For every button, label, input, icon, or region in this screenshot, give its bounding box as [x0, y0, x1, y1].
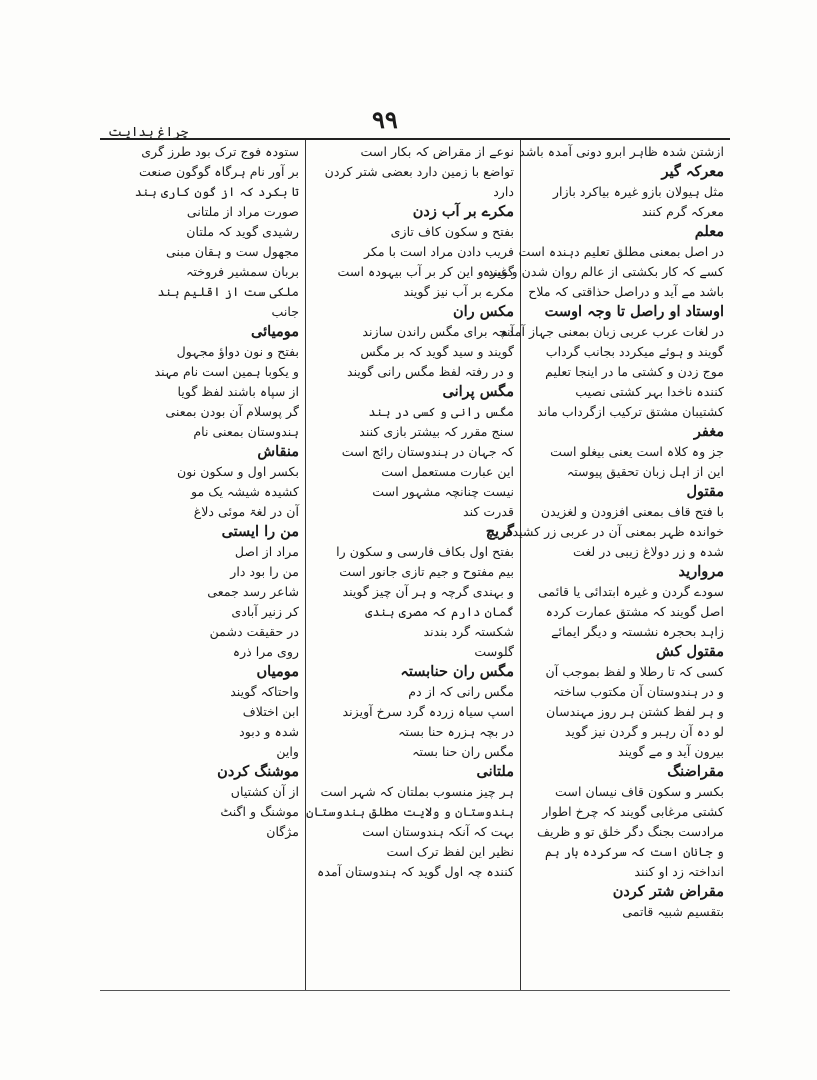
text-line: گمان دارم کہ مصری ہندی — [365, 604, 514, 619]
text-line: دارد — [493, 184, 514, 199]
text-line: باشد مے آید و دراصل حذاقتی کہ ملاح — [528, 284, 724, 299]
text-line: گویند و سید گوید کہ بر مگس — [360, 344, 514, 359]
text-line: تا بکرد کہ از گون کاری ہند — [134, 184, 299, 199]
text-line: رشیدی گوید کہ ملتان — [186, 224, 299, 239]
text-line: انداختہ زد او کنند — [634, 864, 724, 879]
text-line: واحتاکہ گویند — [230, 684, 299, 699]
text-line: شاعر رسد جمعی — [207, 584, 299, 599]
text-line: از آن کشتیاں — [230, 784, 299, 799]
entry-headword: مقراضنگ — [667, 763, 724, 780]
text-line: کسی کہ تا رطلا و لفظ بموجب آن — [545, 664, 724, 679]
text-line: در لغات عرب عربی زبان بمعنی جہاز آمدہ — [500, 324, 724, 339]
entry-headword: اوستاد او راصل تا وجہ اوست — [544, 303, 724, 320]
text-line: آن در لغۃ موئی دلاغ — [193, 504, 299, 519]
text-line: بہت کہ آنکہ ہندوستان است — [362, 824, 514, 839]
entry-headword: گریچ — [485, 523, 514, 540]
text-line: بفتح و سکون کاف تازی — [390, 224, 514, 239]
text-line: آنچہ برای مگس راندن سازند — [362, 324, 514, 339]
column-middle — [305, 140, 520, 990]
text-line: و بہندی گرچہ و ہر آن چیز گویند — [342, 584, 514, 599]
entry-headword: مگس پرانی — [442, 383, 514, 400]
text-frame — [100, 138, 730, 991]
text-line: بفتح و نون دواؤ مجہول — [176, 344, 299, 359]
text-line: تواضع با زمین دارد بعضی شتر کردن — [324, 164, 514, 179]
text-line: ملکی ست از اقلیم ہند — [157, 284, 299, 299]
text-line: بیرون آید و مے گویند — [618, 744, 724, 759]
text-line: قدرت کند — [463, 504, 514, 519]
text-line: کر زنیر آبادی — [231, 604, 299, 619]
entry-headword: مقتول کش — [656, 643, 724, 660]
text-line: ازشتن شدہ ظاہر ابرو دونی آمدہ باشد — [519, 144, 724, 159]
entry-headword: مغفر — [693, 423, 724, 440]
text-line: سودے گردن و غیرہ ابتدائی یا قائمی — [537, 584, 724, 599]
text-line: کہ جہان در ہندوستان رائج است — [341, 444, 514, 459]
page-number: ۹۹ — [372, 105, 398, 134]
text-line: سنج مقرر کہ بیشتر بازی کنند — [359, 424, 514, 439]
text-line: با فتح قاف بمعنی افزودن و لغزیدن — [540, 504, 724, 519]
text-line: کشتیبان مشتق ترکیب ازگرداب ماند — [537, 404, 724, 419]
text-line: مگس رانی و کسی در ہند — [368, 404, 514, 419]
text-line: ہر چیز منسوب بملتان کہ شہر است — [320, 784, 514, 799]
entry-headword: مقتول — [686, 483, 724, 500]
text-line: ستودہ فوج ترک بود طرز گری — [141, 144, 299, 159]
text-line: کشتی مرغابی گویند کہ چرخ اطوار — [542, 804, 724, 819]
text-line: مراد از اصل — [234, 544, 299, 559]
text-line: گویند و این کر بر آب بیہودہ است — [337, 264, 514, 279]
text-line: و یکوبا ہمین است نام مہند — [154, 364, 299, 379]
text-line: بکسر اول و سکون نون — [177, 464, 299, 479]
entry-headword: مقراض شتر کردن — [612, 883, 724, 900]
text-line: کنندہ چہ اول گوید کہ ہندوستان آمدہ — [316, 864, 514, 879]
text-line: ہندوستان بمعنی نام — [193, 424, 299, 439]
text-line: کنندہ ناخدا بہر کشتی نصیب — [575, 384, 724, 399]
text-line: گویند و ہوئے میکردد بجانب گرداب — [545, 344, 724, 359]
text-line: فریب دادن مراد است با مکر — [363, 244, 514, 259]
text-line: در بچہ ہزرہ حنا بستہ — [398, 724, 514, 739]
text-line: و در ہندوستان آن مکتوب ساختہ — [552, 684, 724, 699]
text-line: مگس رانی کہ از دم — [408, 684, 514, 699]
text-line: لو دہ آن رہبر و گردن نیز گوید — [564, 724, 724, 739]
text-line: مرادست بجنگ دگر خلق تو و ظریف — [536, 824, 724, 839]
text-line: موج زدن و کشتی ما در اینجا تعلیم — [545, 364, 724, 379]
text-line: مژگان — [266, 824, 299, 839]
entry-headword: من را ایستی — [221, 523, 299, 540]
text-line: معرکہ گرم کنند — [641, 204, 724, 219]
text-line: از سپاہ باشند لفظ گویا — [177, 384, 299, 399]
text-line: اصل گویند کہ مشتق عمارت کردہ — [545, 604, 724, 619]
text-line: بکسر و سکون قاف نیسان است — [555, 784, 724, 799]
text-line: روی مرا ذرہ — [232, 644, 299, 659]
text-line: بر آور نام ہرگاہ گوگون صنعت — [139, 164, 299, 179]
text-line: نوعے از مقراض کہ بکار است — [360, 144, 514, 159]
text-line: مگس ران حنا بستہ — [412, 744, 514, 759]
text-line: بفتح اول بکاف فارسی و سکون را — [336, 544, 514, 559]
entry-headword: مومیائی — [251, 323, 299, 340]
entry-headword: منقاش — [257, 443, 299, 460]
text-line: نظیر این لفظ ترک است — [386, 844, 514, 859]
column-left — [100, 140, 305, 990]
text-line: گر پوسلام آن بودن بمعنی — [165, 404, 299, 419]
text-line: جانب — [271, 304, 299, 319]
text-line: و جانان است کہ سرکردہ بار ہم — [545, 844, 724, 859]
entry-headword: ملتانی — [476, 763, 514, 780]
entry-headword: معرکہ گیر — [661, 163, 724, 180]
text-line: شدہ و زر دولاغ زیبی در لغت — [572, 544, 724, 559]
text-line: مکرے بر آب نیز گویند — [403, 284, 514, 299]
entry-headword: مگس ران حنابستہ — [400, 663, 514, 680]
text-line: جز وہ کلاہ است یعنی بیغلو است — [550, 444, 724, 459]
entry-headword: مروارید — [678, 563, 724, 580]
text-line: صورت مراد از ملتانی — [186, 204, 299, 219]
text-line: در حقیقت دشمن — [209, 624, 299, 639]
text-line: نیست چنانچہ مشہور است — [372, 484, 514, 499]
text-line: ابن اختلاف — [242, 704, 299, 719]
entry-headword: معلم — [694, 223, 724, 240]
entry-headword: مکرے بر آب زدن — [412, 203, 514, 220]
entry-headword: موشنگ کردن — [217, 763, 299, 780]
text-line: ہندوستان و ولایت مطلق ہندوستان — [306, 804, 514, 819]
text-line: بیم مفتوح و جیم تازی جانور است — [339, 564, 514, 579]
text-line: این عبارت مستعمل است — [381, 464, 514, 479]
text-line: واین — [276, 744, 299, 759]
text-line: موشنگ و اگنٹ — [220, 804, 299, 819]
text-line: شکستہ گرد بندند — [423, 624, 514, 639]
text-line: من را بود دار — [230, 564, 299, 579]
text-line: در اصل بمعنی مطلق تعلیم دہندہ است — [518, 244, 724, 259]
text-line: شدہ و دبود — [239, 724, 299, 739]
text-line: کشیدہ شیشہ یک مو — [190, 484, 299, 499]
entry-headword: مومیاں — [256, 663, 299, 680]
text-line: بربان سمشیر فروختہ — [186, 264, 299, 279]
text-line: مثل ہیولان بازو غیرہ بیاکرد بازار — [552, 184, 724, 199]
text-line: گلوست — [474, 644, 514, 659]
text-line: و در رفتہ لفظ مگس رانی گویند — [347, 364, 514, 379]
text-line: این از اہل زبان تحقیق پیوستہ — [566, 464, 724, 479]
text-line: بتقسیم شبیہ قاتمی — [622, 904, 724, 919]
text-line: کسے کہ کار بکشتی از عالم روان شدن و غیرہ — [482, 264, 724, 279]
text-line: زاہد بحجرہ نشستہ و دیگر ایمائے — [551, 624, 724, 639]
text-line: مجھول ست و ہقان مبنی — [165, 244, 299, 259]
entry-headword: مکس ران — [453, 303, 514, 320]
text-line: اسپ سیاہ زردہ گرد سرخ آویزند — [342, 704, 514, 719]
running-head: چراغ ہدایت — [108, 125, 189, 140]
text-line: خواندہ ظہر بمعنی آن در عربی زر کشیدہ — [505, 524, 724, 539]
text-line: و ہر لفظ کشتن ہر روز مہندسان — [546, 704, 724, 719]
